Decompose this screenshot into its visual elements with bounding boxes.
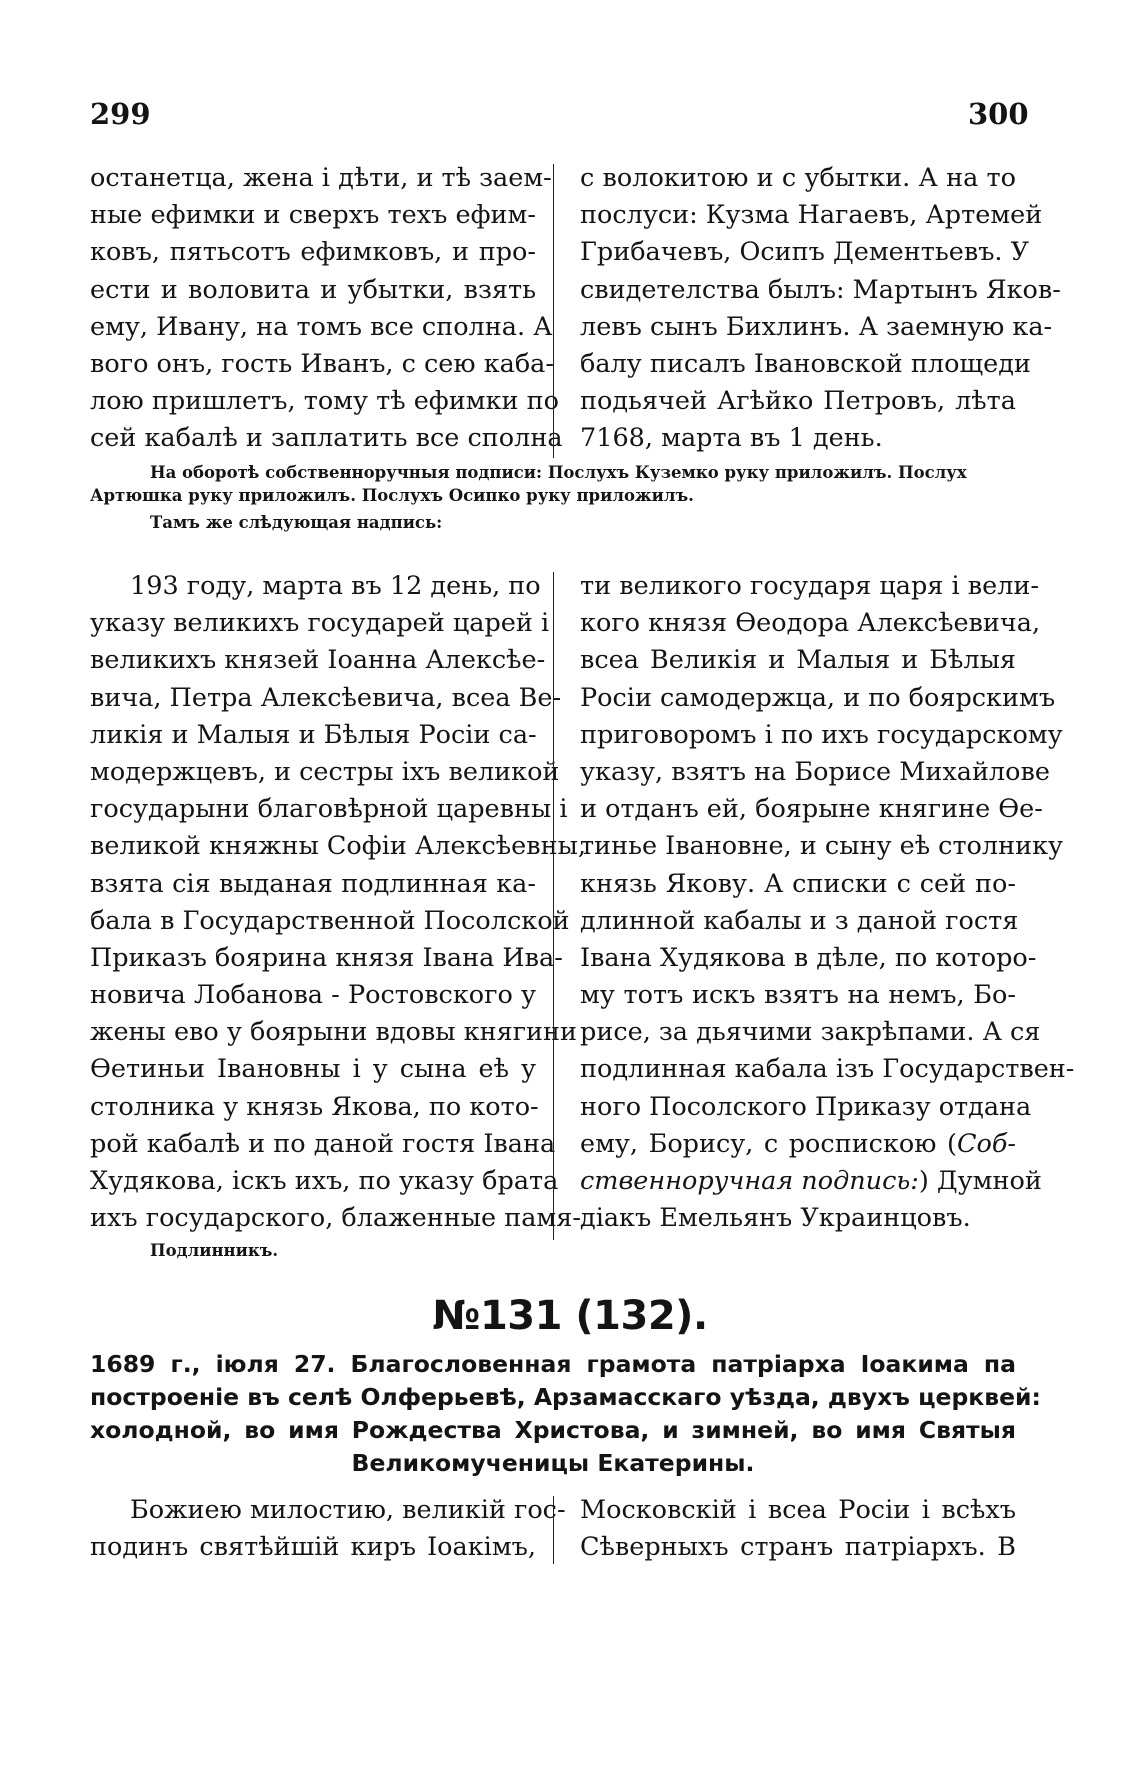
text-line: лою пришлетъ, тому тѣ ефимки по — [90, 386, 559, 417]
text-line: князь Якову. А списки с сей по- — [580, 868, 1016, 899]
text-line: указу, взятъ на Борисе Михайлове — [580, 756, 1050, 787]
text-line: ихъ государского, блаженные памя- — [90, 1203, 581, 1234]
text-line: свидетелства былъ: Мартынъ Яков- — [580, 274, 1061, 305]
text-line: столника у князь Якова, по кото- — [90, 1091, 539, 1122]
text-line: Худякова, іскъ ихъ, по указу брата — [90, 1166, 559, 1196]
document-number: №131 (132). — [432, 1293, 708, 1339]
text-line: подлинная кабала ізъ Государствен- — [580, 1054, 1075, 1085]
text-line: ного Посолского Приказу отдана — [580, 1091, 1032, 1122]
column-divider — [553, 164, 554, 458]
text-line: длинной кабалы и з даной гостя — [580, 905, 1019, 936]
inscription-note: Тамъ же слѣдующая надпись: — [150, 513, 443, 532]
text-line: с волокитою и с убытки. А на то — [580, 163, 1016, 193]
text-line: послуси: Кузма Нагаевъ, Артемей — [580, 200, 1043, 231]
text-line: левъ сынъ Бихлинъ. А заемную ка- — [580, 311, 1053, 342]
text-line: Івана Худякова в дѣле, по которо- — [580, 942, 1037, 973]
text-line: Өетиньи Івановны і у сына еѣ у — [90, 1054, 536, 1085]
heading-line: построеніе въ селѣ Олферьевѣ, Арзамасскаго уѣзда, двухъ церквей: — [90, 1383, 1041, 1411]
page-number-left: 299 — [90, 97, 151, 131]
text-line: великой княжны Софіи Алексѣевны, — [90, 831, 587, 862]
text-line: государыни благовѣрной царевны і — [90, 794, 568, 825]
text-line: 7168, марта въ 1 день. — [580, 423, 883, 454]
text-line: му тотъ искъ взятъ на немъ, Бо- — [580, 980, 1016, 1011]
text-line: и отданъ ей, боярыне княгине Өе- — [580, 794, 1043, 825]
text-line: жены ево у боярыни вдовы княгини — [90, 1017, 578, 1048]
text-line: вого онъ, гость Иванъ, с сею каба- — [90, 348, 555, 379]
document-heading — [90, 1348, 1041, 1480]
text-line: Божиею милостию, великій гос- — [130, 1495, 566, 1525]
document-left-column — [90, 1492, 566, 1566]
column-divider-3 — [553, 1496, 554, 1564]
document-right-column — [580, 1492, 1016, 1566]
text-line-with-italic — [580, 1126, 1016, 1163]
text-fragment: ему, Борису, с роспискою ( — [580, 1128, 957, 1159]
text-line: ные ефимки и сверхъ техъ ефим- — [90, 200, 536, 231]
text-line: ему, Ивану, на томъ все сполна. А — [90, 311, 553, 342]
text-line: рой кабалѣ и по даной гостя Івана — [90, 1128, 556, 1159]
italic-fragment: ственноручная подпись: — [580, 1166, 919, 1196]
text-line: сей кабалѣ и заплатить все сполна — [90, 423, 563, 454]
text-line: 193 году, марта въ 12 день, по — [130, 571, 541, 601]
text-line: вича, Петра Алексѣевича, всеа Ве- — [90, 682, 562, 713]
section2-right-column — [580, 568, 1075, 1237]
text-line: указу великихъ государей царей і — [90, 608, 550, 639]
column-divider-2 — [553, 572, 554, 1240]
text-line: ти великого государя царя і вели- — [580, 571, 1040, 601]
text-line: взята сія выданая подлинная ка- — [90, 868, 536, 899]
heading-line: 1689 г., іюля 27. Благословенная грамота патріарха Іоакима па — [90, 1350, 1016, 1378]
text-line-with-italic — [580, 1163, 1042, 1200]
italic-fragment: Соб- — [956, 1128, 1016, 1159]
text-line: діакъ Емельянъ Украинцовъ. — [580, 1203, 971, 1234]
text-line: подьячей Агѣйко Петровъ, лѣта — [580, 386, 1016, 417]
reverse-side-note: На оборотѣ собственноручныя подписи: Послухъ Куземко руку приложилъ. Послух — [150, 463, 967, 482]
text-fragment: ) Думной — [918, 1166, 1042, 1196]
text-line: бала в Государственной Посолской — [90, 905, 570, 936]
text-line: всеа Великія и Малыя и Бѣлыя — [580, 645, 1016, 676]
section1-left-column — [90, 160, 563, 458]
text-line: ковъ, пятьсотъ ефимковъ, и про- — [90, 237, 536, 268]
text-line: Московскій і всеа Росіи і всѣхъ — [580, 1495, 1016, 1525]
text-line: ести и воловита и убытки, взять — [90, 274, 536, 305]
text-line: Росіи самодержца, и по боярскимъ — [580, 682, 1056, 713]
text-line: ликія и Малыя и Бѣлыя Росіи са- — [90, 719, 537, 750]
reverse-side-note-cont: Артюшка руку приложилъ. Послухъ Осипко руку приложилъ. — [90, 486, 694, 505]
text-line: новича Лобанова - Ростовского у — [90, 980, 536, 1011]
text-line: Приказъ боярина князя Івана Ива- — [90, 942, 563, 973]
text-line: останетца, жена і дѣти, и тѣ заем- — [90, 163, 552, 193]
text-line: подинъ святѣйшій киръ Іоакімъ, — [90, 1532, 536, 1563]
page-number-right: 300 — [968, 97, 1029, 131]
text-line: Грибачевъ, Осипъ Дементьевъ. У — [580, 237, 1030, 268]
heading-line: холодной, во имя Рождества Христова, и зимней, во имя Святыя — [90, 1416, 1016, 1444]
text-line: приговоромъ і по ихъ государскому — [580, 719, 1063, 750]
section1-right-column — [580, 160, 1061, 458]
text-line: Сѣверныхъ странъ патріархъ. В — [580, 1532, 1016, 1563]
text-line: кого князя Өеодора Алексѣевича, — [580, 608, 1041, 639]
text-line: балу писалъ Івановской площеди — [580, 348, 1031, 379]
section2-left-column — [90, 568, 587, 1237]
text-line: великихъ князей Іоанна Алексѣе- — [90, 645, 546, 676]
heading-line: Великомученицы Екатерины. — [351, 1449, 755, 1477]
text-line: модержцевъ, и сестры іхъ великой — [90, 756, 560, 787]
original-source-note: Подлинникъ. — [150, 1241, 279, 1260]
text-line: рисе, за дьячими закрѣпами. А ся — [580, 1017, 1041, 1048]
text-line: тинье Івановне, и сыну еѣ столнику — [580, 831, 1064, 862]
